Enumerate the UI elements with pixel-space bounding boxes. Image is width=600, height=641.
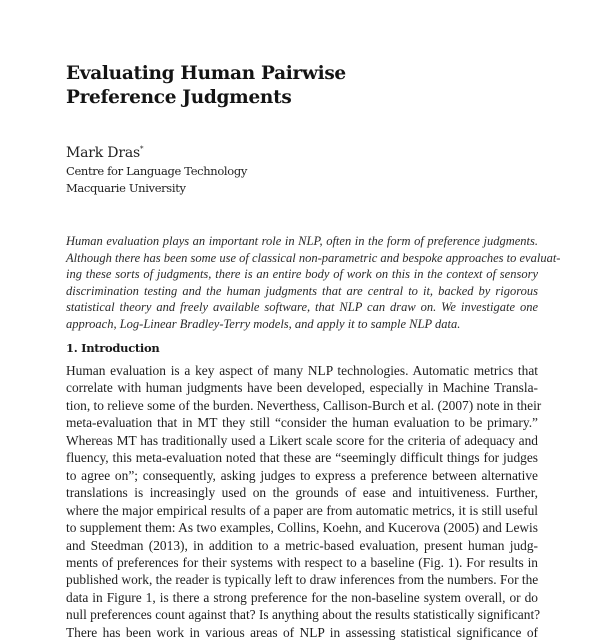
paper-title <box>66 62 346 110</box>
abstract <box>66 233 561 333</box>
author-name-text: Mark Dras <box>66 145 140 161</box>
abstract-line: discrimination testing and the human judgments that are central to it, backed by rigorous <box>66 283 538 298</box>
author-name <box>66 145 143 161</box>
body-line: Whereas MT has traditionally used a Likert scale score for the criteria of adequacy and <box>66 432 538 448</box>
body-line: Human evaluation is a key aspect of many NLP technologies. Automatic metrics that <box>66 363 538 378</box>
abstract-line: ing these sorts of judgments, there is an entire body of work on this in the context of sensory <box>66 267 538 282</box>
body-line: to supplement them: As two examples, Collins, Koehn, and Kucerova (2005) and Lewis <box>66 520 538 536</box>
body-line: and Steedman (2013), in addition to a metric-based evaluation, present human judg- <box>66 537 538 553</box>
abstract-line: Although there has been some use of classical non-parametric and bespoke approaches to evaluat- <box>66 250 561 265</box>
body-line: null preferences count against that? Is anything about the results statistically significant? <box>66 607 541 623</box>
body-line: data in Figure 1, is there a strong preference for the non-baseline system overall, or do <box>66 589 538 605</box>
affiliation-line: Centre for Language Technology <box>66 164 247 178</box>
affiliation-line: Macquarie University <box>66 180 186 195</box>
body-line: meta-evaluation that in MT they still “consider the human evaluation to be primary.” <box>66 415 538 431</box>
body-line: ments of preferences for their systems with respect to a baseline (Fig. 1). For results in <box>66 554 538 570</box>
body-line: fluency, this meta-evaluation noted that these are “seemingly difficult things for judges <box>66 450 538 466</box>
body-line: published work, the reader is typically left to draw inferences from the numbers. For the <box>66 572 539 588</box>
author-footnote-mark: * <box>139 145 144 153</box>
body-line: tion, to relieve some of the burden. Neverthess, Callison-Burch et al. (2007) note in their <box>66 397 542 413</box>
body-line: There has been work in various areas of NLP in assessing statistical significance of <box>66 624 538 640</box>
body-text <box>66 362 542 641</box>
title-line: Preference Judgments <box>66 87 292 108</box>
body-line: to agree on”; consequently, asking judges to express a preference between alternative <box>66 467 538 483</box>
body-line: translations is increasingly used on the grounds of ease and intuitiveness. Further, <box>66 485 538 501</box>
affiliation <box>66 163 247 196</box>
abstract-line: approach, Log-Linear Bradley-Terry models, and apply it to sample NLP data. <box>66 316 461 331</box>
title-line: Evaluating Human Pairwise <box>66 63 346 84</box>
abstract-line: Human evaluation plays an important role in NLP, often in the form of preference judgments. <box>66 234 538 248</box>
section-heading: 1. Introduction <box>66 341 160 355</box>
body-line: where the major empirical results of a paper are from automatic metrics, it is still useful <box>66 502 538 518</box>
body-line: correlate with human judgments have been developed, especially in Machine Transla- <box>66 380 538 396</box>
abstract-line: statistical theory and freely available software, that NLP can draw on. We investigate one <box>66 300 538 315</box>
